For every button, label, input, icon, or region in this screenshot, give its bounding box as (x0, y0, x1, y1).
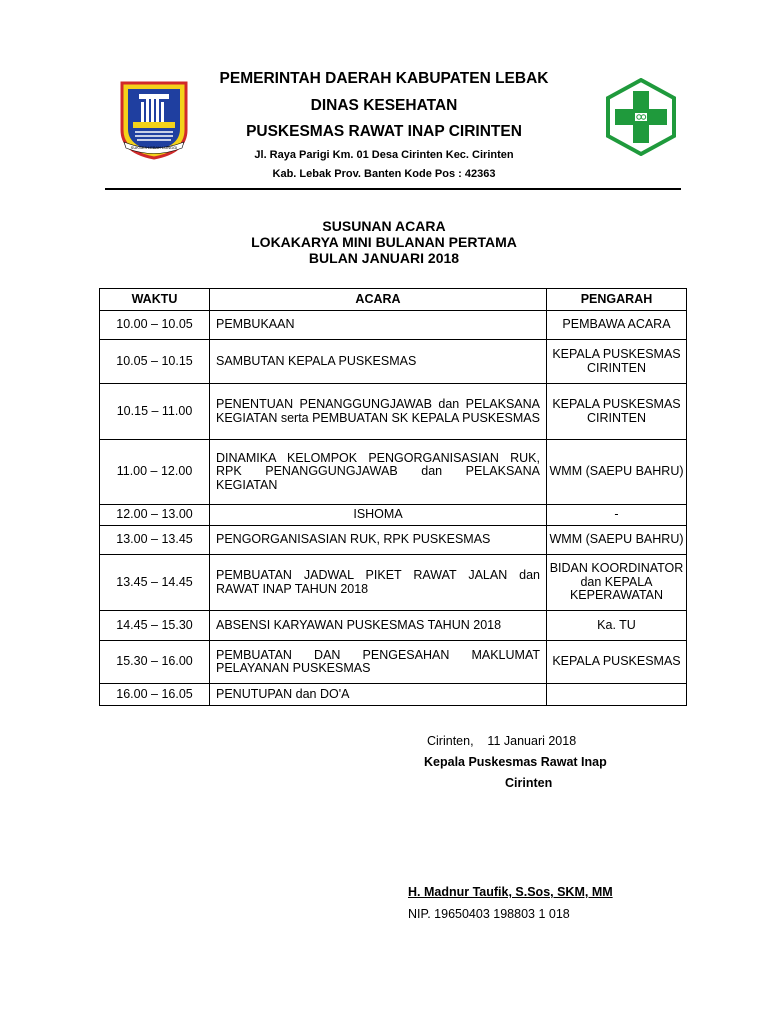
header-waktu: WAKTU (100, 289, 210, 311)
header-pengarah: PENGARAH (547, 289, 687, 311)
cell-acara: PENGORGANISASIAN RUK, RPK PUSKESMAS (210, 526, 547, 555)
cell-waktu: 14.45 – 15.30 (100, 611, 210, 641)
lebak-emblem-logo (119, 80, 189, 160)
cell-pengarah: PEMBAWA ACARA (547, 311, 687, 340)
document-title-line3: BULAN JANUARI 2018 (308, 250, 460, 266)
signatory-name: H. Madnur Taufik, S.Sos, SKM, MM (408, 885, 613, 899)
header-department: DINAS KESEHATAN (310, 97, 458, 114)
header-government: PEMERINTAH DAERAH KABUPATEN LEBAK (219, 70, 549, 87)
document-title-line1: SUSUNAN ACARA (322, 218, 446, 234)
schedule-table (99, 288, 687, 706)
cell-waktu: 16.00 – 16.05 (100, 684, 210, 706)
table-row (100, 440, 687, 505)
cell-pengarah: WMM (SAEPU BAHRU) (547, 440, 687, 505)
signature-place-date: Cirinten, 11 Januari 2018 (427, 734, 577, 748)
table-row (100, 684, 687, 706)
cell-waktu: 12.00 – 13.00 (100, 505, 210, 526)
cell-pengarah: KEPALA PUSKESMAS CIRINTEN (547, 384, 687, 440)
cell-acara: ISHOMA (210, 505, 547, 526)
cell-acara: PEMBUATAN DAN PENGESAHAN MAKLUMAT PELAYANAN PUSKESMAS (210, 641, 547, 684)
cell-acara: PEMBUKAAN (210, 311, 547, 340)
header-institution: PUSKESMAS RAWAT INAP CIRINTEN (246, 123, 522, 140)
cell-waktu: 11.00 – 12.00 (100, 440, 210, 505)
cell-acara: PENUTUPAN dan DO'A (210, 684, 547, 706)
table-header-row (100, 289, 687, 311)
cell-waktu: 13.00 – 13.45 (100, 526, 210, 555)
cell-pengarah: KEPALA PUSKESMAS CIRINTEN (547, 340, 687, 384)
table-row (100, 384, 687, 440)
cell-pengarah: KEPALA PUSKESMAS (547, 641, 687, 684)
emblem-ribbon-text: SUKSES LEBAK LUNGGI (130, 145, 178, 150)
cell-acara: PEMBUATAN JADWAL PIKET RAWAT JALAN dan RAWAT INAP TAHUN 2018 (210, 555, 547, 611)
document-title-line2: LOKAKARYA MINI BULANAN PERTAMA (251, 234, 517, 250)
cell-waktu: 10.05 – 10.15 (100, 340, 210, 384)
cell-acara: DINAMIKA KELOMPOK PENGORGANISASIAN RUK, RPK PENANGGUNGJAWAB dan PELAKSANA KEGIATAN (210, 440, 547, 505)
cell-waktu: 10.15 – 11.00 (100, 384, 210, 440)
signature-position-line1: Kepala Puskesmas Rawat Inap (424, 755, 607, 769)
cell-pengarah: BIDAN KOORDINATOR dan KEPALA KEPERAWATAN (547, 555, 687, 611)
puskesmas-cross-logo (604, 78, 678, 156)
cell-pengarah: - (547, 505, 687, 526)
table-row (100, 555, 687, 611)
header-acara: ACARA (210, 289, 547, 311)
cell-pengarah: Ka. TU (547, 611, 687, 641)
signature-position-line2: Cirinten (505, 776, 553, 790)
table-row (100, 611, 687, 641)
table-row (100, 311, 687, 340)
cell-acara: ABSENSI KARYAWAN PUSKESMAS TAHUN 2018 (210, 611, 547, 641)
cell-waktu: 13.45 – 14.45 (100, 555, 210, 611)
cell-acara: SAMBUTAN KEPALA PUSKESMAS (210, 340, 547, 384)
cell-pengarah (547, 684, 687, 706)
cell-acara: PENENTUAN PENANGGUNGJAWAB dan PELAKSANA KEGIATAN serta PEMBUATAN SK KEPALA PUSKESMAS (210, 384, 547, 440)
table-row (100, 505, 687, 526)
cell-pengarah: WMM (SAEPU BAHRU) (547, 526, 687, 555)
cell-waktu: 10.00 – 10.05 (100, 311, 210, 340)
header-divider (105, 188, 681, 190)
signatory-nip: NIP. 19650403 198803 1 018 (408, 907, 570, 921)
header-address-line2: Kab. Lebak Prov. Banten Kode Pos : 42363 (272, 168, 496, 180)
table-row (100, 526, 687, 555)
table-row (100, 340, 687, 384)
header-address-line1: Jl. Raya Parigi Km. 01 Desa Cirinten Kec. Cirinten (254, 149, 514, 161)
cell-waktu: 15.30 – 16.00 (100, 641, 210, 684)
table-row (100, 641, 687, 684)
